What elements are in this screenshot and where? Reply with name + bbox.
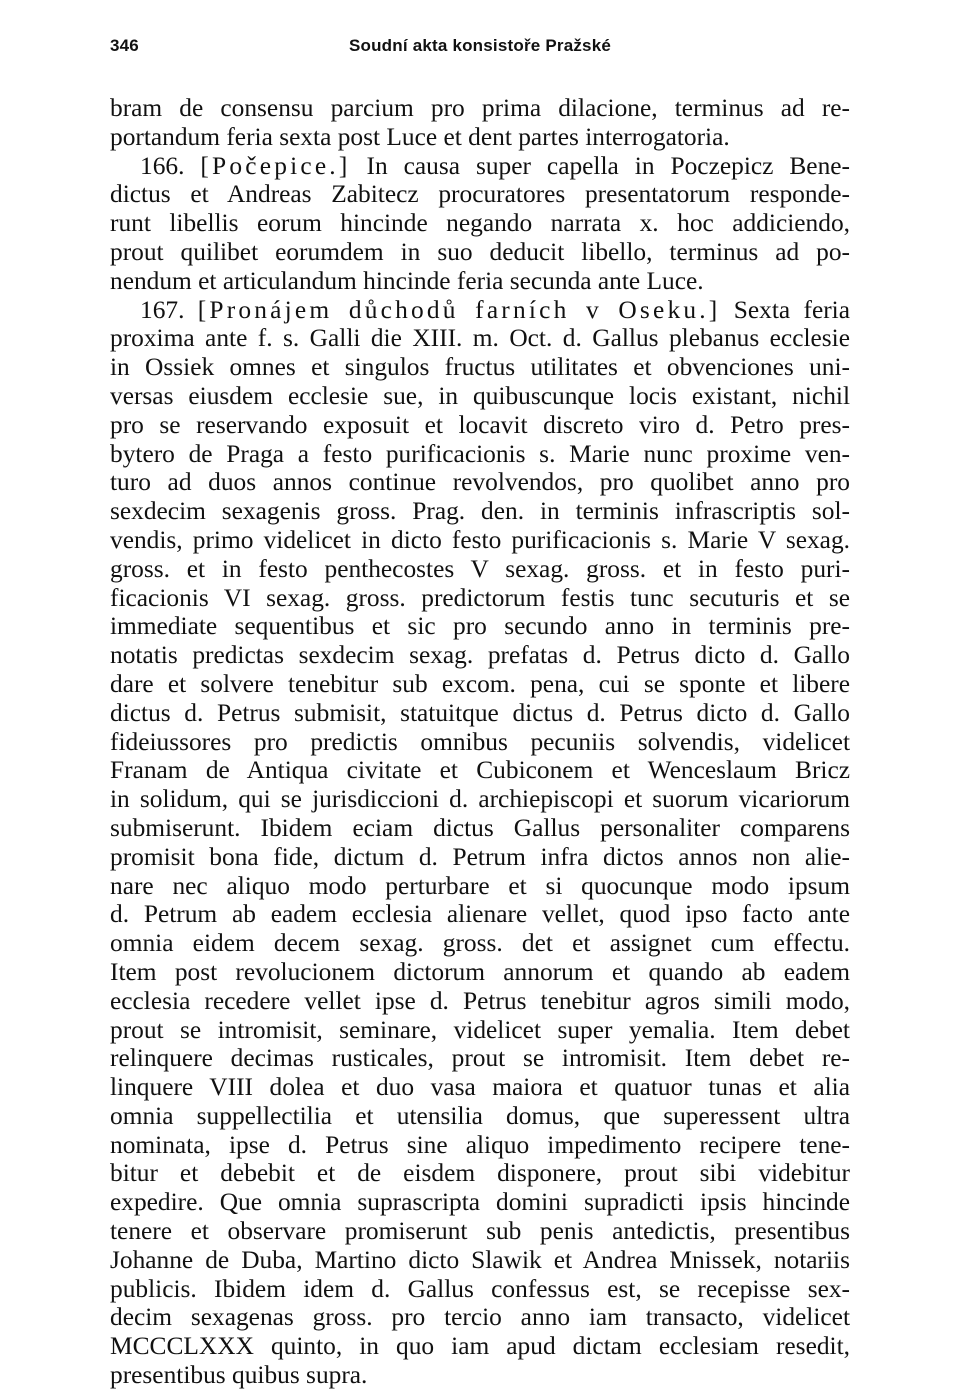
text-line [110, 1188, 850, 1217]
text-line [110, 900, 850, 929]
line-text: 167. [140, 295, 198, 324]
line-text: ecclesia recedere vellet ipse d. Petrus tenebitur agros simili modo, [110, 986, 850, 1015]
text-line [110, 1246, 850, 1275]
text-line [110, 209, 850, 238]
text-line [110, 94, 850, 123]
line-text: dictus et Andreas Zabitecz procuratores presentatorum responde- [110, 180, 850, 209]
line-text: Franam de Antiqua civitate et Cubiconem et Wenceslaum Bricz [110, 756, 850, 785]
line-text: Johanne de Duba, Martino dicto Slawik et Andrea Mnissek, notariis [110, 1245, 850, 1274]
line-text: portandum feria sexta post Luce et dent partes interrogatoria. [110, 122, 730, 151]
text-line [110, 987, 850, 1016]
text-line [110, 324, 850, 353]
text-line [110, 756, 850, 785]
text-line [110, 958, 850, 987]
line-text-rest: In causa super capella in Poczepicz Bene- [350, 151, 850, 180]
book-page [110, 36, 850, 1390]
line-text: fideiussores pro predictis omnibus pecuniis solvendis, videlicet [110, 727, 850, 756]
line-text: runt libellis eorum hincinde negando narrata x. hoc addiciendo, [110, 209, 850, 238]
entry-heading: [Počepice.] [200, 151, 351, 180]
line-text: decim sexagenas gross. pro tercio anno iam transacto, videlicet [110, 1303, 850, 1332]
text-line [110, 641, 850, 670]
line-text: gross. et in festo penthecostes V sexag. gross. et in festo puri- [110, 554, 850, 583]
text-line [110, 843, 850, 872]
text-line [110, 699, 850, 728]
text-line [110, 526, 850, 555]
line-text: vendis, primo videlicet in dicto festo purificacionis s. Marie V sexag. [110, 525, 850, 554]
body-text [110, 94, 850, 1390]
line-text: submiserunt. Ibidem eciam dictus Gallus personaliter comparens [110, 813, 850, 842]
text-line [110, 1102, 850, 1131]
line-text-rest: Sexta feria [720, 295, 851, 324]
text-line [110, 785, 850, 814]
line-text: nendum et articulandum hincinde feria secunda ante Luce. [110, 266, 704, 295]
text-line [110, 152, 850, 181]
line-text: omnia eidem decem sexag. gross. det et assignet cum effectu. [110, 929, 850, 958]
text-line [110, 296, 850, 325]
line-text: linquere VIII dolea et duo vasa maiora et quatuor tunas et alia [110, 1073, 850, 1102]
line-text: ficacionis VI sexag. gross. predictorum festis tunc secuturis et se [110, 583, 850, 612]
text-line [110, 872, 850, 901]
line-text: prout quilibet eorumdem in suo deducit libello, terminus ad po- [110, 237, 850, 266]
text-line [110, 1303, 850, 1332]
line-text: d. Petrum ab eadem ecclesia alienare vellet, quod ipso facto ante [110, 900, 850, 929]
text-line [110, 1361, 850, 1390]
line-text: Item post revolucionem dictorum annorum et quando ab eadem [110, 957, 850, 986]
text-line [110, 1131, 850, 1160]
line-text: dare et solvere tenebitur sub excom. pena, cui se sponte et libere [110, 669, 850, 698]
text-line [110, 1275, 850, 1304]
line-text: immediate sequentibus et sic pro secundo anno in terminis pre- [110, 612, 850, 641]
text-line [110, 670, 850, 699]
entry-heading: [Pronájem důchodů farních v Oseku.] [197, 295, 721, 324]
line-text: relinquere decimas rusticales, prout se intromisit. Item debet re- [110, 1044, 850, 1073]
text-line [110, 728, 850, 757]
line-text: bytero de Praga a festo purificacionis s. Marie nunc proxime ven- [110, 439, 850, 468]
line-text: nominata, ipse d. Petrus sine aliquo impedimento recipere tene- [110, 1130, 850, 1159]
line-text: presentibus quibus supra. [110, 1361, 368, 1390]
line-text: dictus d. Petrus submisit, statuitque dictus d. Petrus dicto d. Gallo [110, 698, 850, 727]
text-line [110, 382, 850, 411]
line-text: bram de consensu parcium pro prima dilacione, terminus ad re- [110, 94, 850, 122]
text-line [110, 411, 850, 440]
text-line [110, 267, 850, 296]
line-text: notatis predictas sexdecim sexag. prefatas d. Petrus dicto d. Gallo [110, 641, 850, 670]
line-text: in Ossiek omnes et singulos fructus utilitates et obvenciones uni- [110, 353, 850, 382]
line-text: prout se intromisit, seminare, videlicet super yemalia. Item debet [110, 1015, 850, 1044]
text-line [110, 1332, 850, 1361]
text-line [110, 353, 850, 382]
line-text: MCCCLXXX quinto, in quo iam apud dictam ecclesiam resedit, [110, 1332, 850, 1361]
line-text: bitur et debebit et de eisdem disponere, prout sibi videbitur [110, 1159, 850, 1188]
text-line [110, 814, 850, 843]
line-text: omnia suppellectilia et utensilia domus, que superessent ultra [110, 1101, 850, 1130]
text-line [110, 1159, 850, 1188]
text-line [110, 440, 850, 469]
line-text: in solidum, qui se jurisdiccioni d. archiepiscopi et suorum vicariorum [110, 785, 850, 814]
line-text: tenere et observare promiserunt sub penis antedictis, presentibus [110, 1217, 850, 1246]
running-head [110, 36, 850, 66]
text-line [110, 555, 850, 584]
line-text: nare nec aliquo modo perturbare et si quocunque modo ipsum [110, 871, 850, 900]
page-number: 346 [110, 36, 139, 55]
text-line [110, 468, 850, 497]
text-line [110, 123, 850, 152]
running-title: Soudní akta konsistoře Pražské [348, 36, 612, 55]
text-line [110, 1217, 850, 1246]
line-text: pro se reservando exposuit et locavit discreto viro d. Petro pres- [110, 410, 850, 439]
line-text: publicis. Ibidem idem d. Gallus confessus est, se recepisse sex- [110, 1274, 850, 1303]
line-text: turo ad duos annos continue revolvendos, pro quolibet anno pro [110, 468, 850, 497]
text-line [110, 1044, 850, 1073]
line-text: proxima ante f. s. Galli die XIII. m. Oct. d. Gallus plebanus ecclesie [110, 324, 850, 353]
text-line [110, 929, 850, 958]
text-line [110, 1073, 850, 1102]
text-line [110, 238, 850, 267]
text-line [110, 612, 850, 641]
line-text: versas eiusdem ecclesie sue, in quibuscunque locis existant, nichil [110, 381, 850, 410]
line-text: promisit bona fide, dictum d. Petrum infra dictos annos non alie- [110, 842, 850, 871]
line-text: expedire. Que omnia suprascripta domini supradicti ipsis hincinde [110, 1188, 850, 1217]
text-line [110, 180, 850, 209]
text-line [110, 584, 850, 613]
line-text: sexdecim sexagenis gross. Prag. den. in terminis infrascriptis sol- [110, 497, 850, 526]
text-line [110, 1016, 850, 1045]
text-line [110, 497, 850, 526]
line-text: 166. [140, 151, 201, 180]
